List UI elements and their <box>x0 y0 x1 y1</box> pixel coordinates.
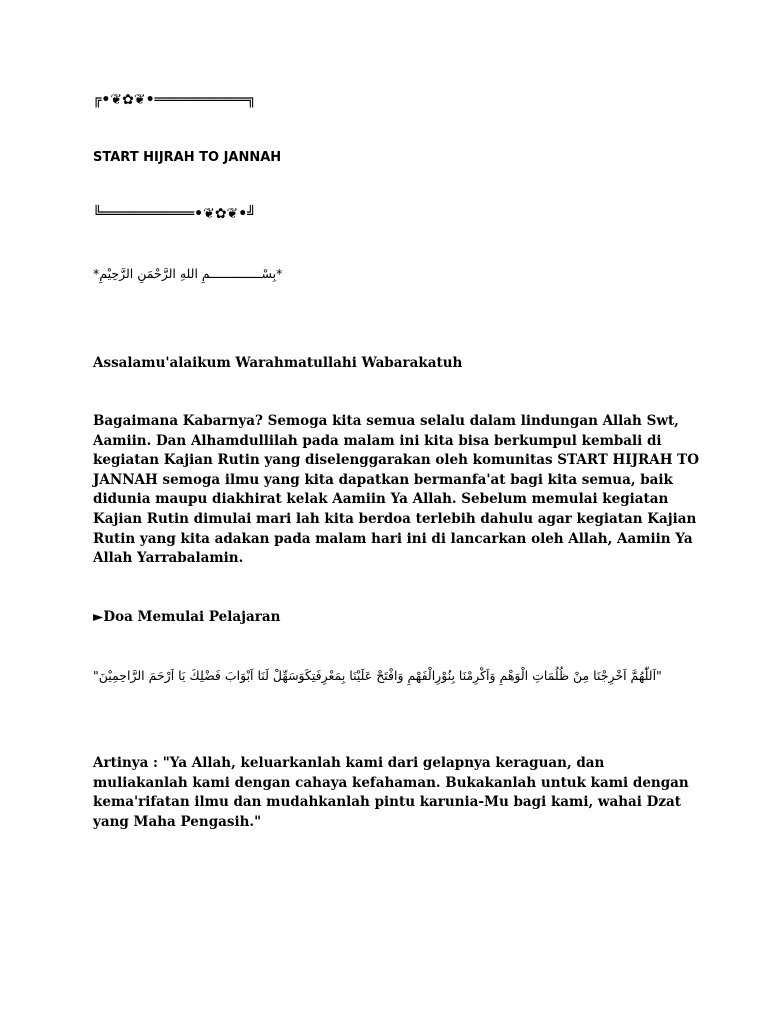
intro-line: didunia maupu diakhirat kelak Aamiin Ya Allah. Sebelum memulai kegiatan <box>93 491 669 508</box>
intro-line: Allah Yarrabalamin. <box>93 550 244 567</box>
intro-line: Kajian Rutin dimulai mari lah kita berdoa terlebih dahulu agar kegiatan Kajian <box>93 510 697 527</box>
translation-line: kema'rifatan ilmu dan mudahkanlah pintu karunia-Mu bagi kami, wahai Dzat <box>93 794 681 811</box>
translation-line: muliakanlah kami dengan cahaya kefahaman. Bukakanlah untuk kami dengan <box>93 774 689 791</box>
translation-line: Artinya : "Ya Allah, keluarkanlah kami dari gelapnya keraguan, dan <box>93 755 605 771</box>
translation-line: yang Maha Pengasih." <box>93 813 262 830</box>
intro-paragraph <box>93 412 699 569</box>
decorative-border-top: ╔•❦✿❦•═══════════╗ <box>93 92 256 108</box>
intro-line: Aamiin. Dan Alhamdullilah pada malam ini kita bisa berkumpul kembali di <box>93 432 662 449</box>
intro-line: JANNAH semoga ilmu yang kita dapatkan bermanfa'at bagi kita semua, baik <box>93 471 673 488</box>
decorative-border-bottom: ╚═══════════•❦✿❦•╝ <box>93 206 256 222</box>
intro-line: kegiatan Kajian Rutin yang diselenggarakan oleh komunitas START HIJRAH TO <box>93 452 699 469</box>
intro-line: Bagaimana Kabarnya? Semoga kita semua selalu dalam lindungan Allah Swt, <box>93 413 679 429</box>
section-heading: ►Doa Memulai Pelajaran <box>93 609 281 625</box>
intro-line: Rutin yang kita adakan pada malam hari ini di lancarkan oleh Allah, Aamiin Ya <box>93 530 693 547</box>
basmalah: *بِسْــــــــــــــمِ اللهِ الرَّحْمَنِ الرَّحِيْمِ* <box>93 266 283 281</box>
prayer-arabic: "اَللّٰهُمَّ اَخْرِجْنَا مِنْ ظُلُمَاتِ الْوَهْمِ وَاَكْرِمْنَا بِنُوْرِالْفَهْمِ وَافْتَحْ عَلَيْنَا بِمَعْرِفَتِكَوَسَهِّلْ لَنَا اَبْوَابَ فَضْلِكَ يَا اَرْحَمَ الرَّاحِمِيْنَ" <box>93 668 662 683</box>
greeting: Assalamu'alaikum Warahmatullahi Wabarakatuh <box>93 355 463 371</box>
translation-paragraph <box>93 754 689 832</box>
document-title: START HIJRAH TO JANNAH <box>93 150 282 165</box>
